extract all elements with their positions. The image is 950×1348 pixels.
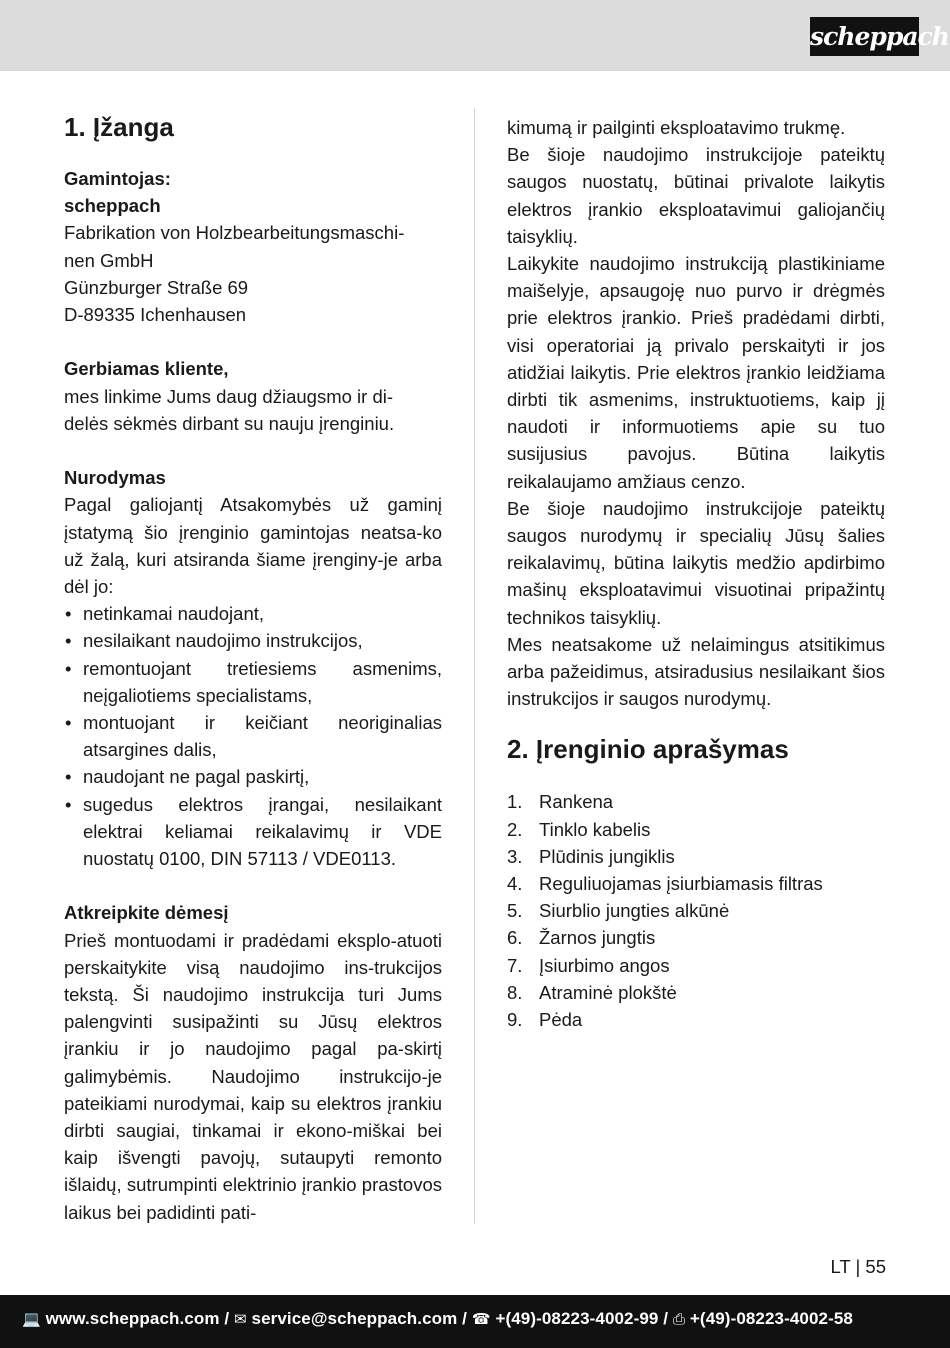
list-item: • montuojant ir keičiant neoriginalias atsargines dalis, [64,709,442,763]
scheppach-logo: scheppach [810,17,919,56]
list-item: 9. Pėda [507,1009,583,1031]
page-number: LT | 55 [830,1256,886,1277]
address-line-3: D-89335 Ichenhausen [64,304,247,326]
manufacturer-label: Gamintojas: [64,168,171,189]
list-item: 1. Rankena [507,791,614,813]
list-item: • naudojant ne pagal paskirtį, [64,763,442,790]
address-line-2: Günzburger Straße 69 [64,276,249,298]
paragraph-regulations: Be šioje naudojimo instrukcijoje pateiktų saugos nurodymų ir specialių Jūsų šalies reikalavimų, būtina laikytis medžio apdirbimo mašinų eksploatavimui visuotinai pripažintų technikos taisyklių. [507,497,885,628]
list-item: 8. Atraminė plokštė [507,981,677,1003]
fax-icon: ⎙ [672,1310,686,1328]
paragraph-safety-rules: Be šioje naudojimo instrukcijoje pateiktų saugos nuostatų, būtinai privalote laikytis elektros įrankio eksploatavimui galiojančių taisyklių. [507,144,885,247]
footer-phone: +(49)-08223-4002-99 [495,1309,659,1328]
header-band [0,0,950,71]
list-item: • nesilaikant naudojimo instrukcijos, [64,627,442,654]
parts-list [507,788,885,1033]
phone-icon: ☎ [471,1310,491,1328]
greeting-title: Gerbiamas kliente, [64,358,229,380]
footer-bar [0,1295,950,1348]
left-column [64,114,442,1226]
note-text: Pagal galiojantį Atsakomybės už gaminį įstatymą šio įrenginio gamintojas neatsa-ko už žalą, kuri atsiranda šiame įrenginy-je arba dėl jo: [64,494,442,598]
computer-icon: 💻 [22,1310,41,1328]
footer-website-link[interactable]: www.scheppach.com [45,1309,220,1328]
list-item: 5. Siurblio jungties alkūnė [507,900,730,922]
footer-fax: +(49)-08223-4002-58 [689,1309,853,1328]
attention-title: Atkreipkite dėmesį [64,902,229,924]
section-heading-introduction: 1. Įžanga [64,112,174,142]
note-bullet-list [64,600,442,872]
section-heading-description: 2. Įrenginio aprašymas [507,734,789,765]
list-item: 4. Reguliuojamas įsiurbiamasis filtras [507,873,823,895]
footer-contact: 💻 www.scheppach.com / ✉ service@scheppach.com / ☎ +(49)-08223-4002-99 / ⎙ +(49)-08223-4002-58 [22,1309,853,1328]
right-column [507,114,885,1033]
attention-text: Prieš montuodami ir pradėdami eksplo-atuoti perskaitykite visą naudojimo ins-trukcijos tekstą. Ši naudojimo instrukcija turi Jums palengvinti susipažinti su Jūsų elektros įrankiu ir jo naudojimo pagal pa-skirtį galimybėmis. Naudojimo instrukcijo-je pateikiami nurodymai, kaip su elektros įrankiu dirbti saugiai, tinkamai ir ekono-miškai bei kaip išvengti pavojų, sutaupyti remonto išlaidų, sutrumpinti elektrinio įrankio prastovos laikus bei padidinti pati- [64,929,442,1223]
paragraph-liability: Mes neatsakome už nelaimingus atsitikimus arba pažeidimus, atsiradusius nesilaikant šios instrukcijos ir saugos nurodymų. [507,633,885,710]
column-divider [474,108,475,1224]
footer-email-link[interactable]: service@scheppach.com [251,1309,458,1328]
list-item: 7. Įsiurbimo angos [507,954,670,976]
list-item: • sugedus elektros įrangai, nesilaikant elektrai keliamai reikalavimų ir VDE nuostatų 0100, DIN 57113 / VDE0113. [64,791,442,873]
list-item: • netinkamai naudojant, [64,600,442,627]
list-item: • remontuojant tretiesiems asmenims, neįgaliotiems specialistams, [64,655,442,709]
manufacturer-name: scheppach [64,195,161,217]
continued-text: kimumą ir pailginti eksploatavimo trukmę. [507,117,846,138]
list-item: 2. Tinklo kabelis [507,818,651,840]
list-item: 6. Žarnos jungtis [507,927,656,949]
list-item: 3. Plūdinis jungiklis [507,845,675,867]
greeting-text: mes linkime Jums daug džiaugsmo ir di- delės sėkmės dirbant su nauju įrenginiu. [64,385,395,434]
paragraph-storage: Laikykite naudojimo instrukciją plastikiniame maišelyje, apsaugoję nuo purvo ir drėgmės prie elektros įrankio. Prieš pradėdami dirbti, visi operatoriai ją privalo perskaityti ir jos atidžiai laikytis. Prie elektros įrankio leidžiama dirbti tik asmenims, instruktuotiems, kaip jį naudoti ir informuotiems apie su tuo susijusius pavojus. Būtina laikytis reikalaujamo amžiaus cenzo. [507,253,885,492]
address-line-1: Fabrikation von Holzbearbeitungsmaschi- nen GmbH [64,222,405,271]
note-title: Nurodymas [64,467,166,489]
envelope-icon: ✉ [234,1310,247,1328]
